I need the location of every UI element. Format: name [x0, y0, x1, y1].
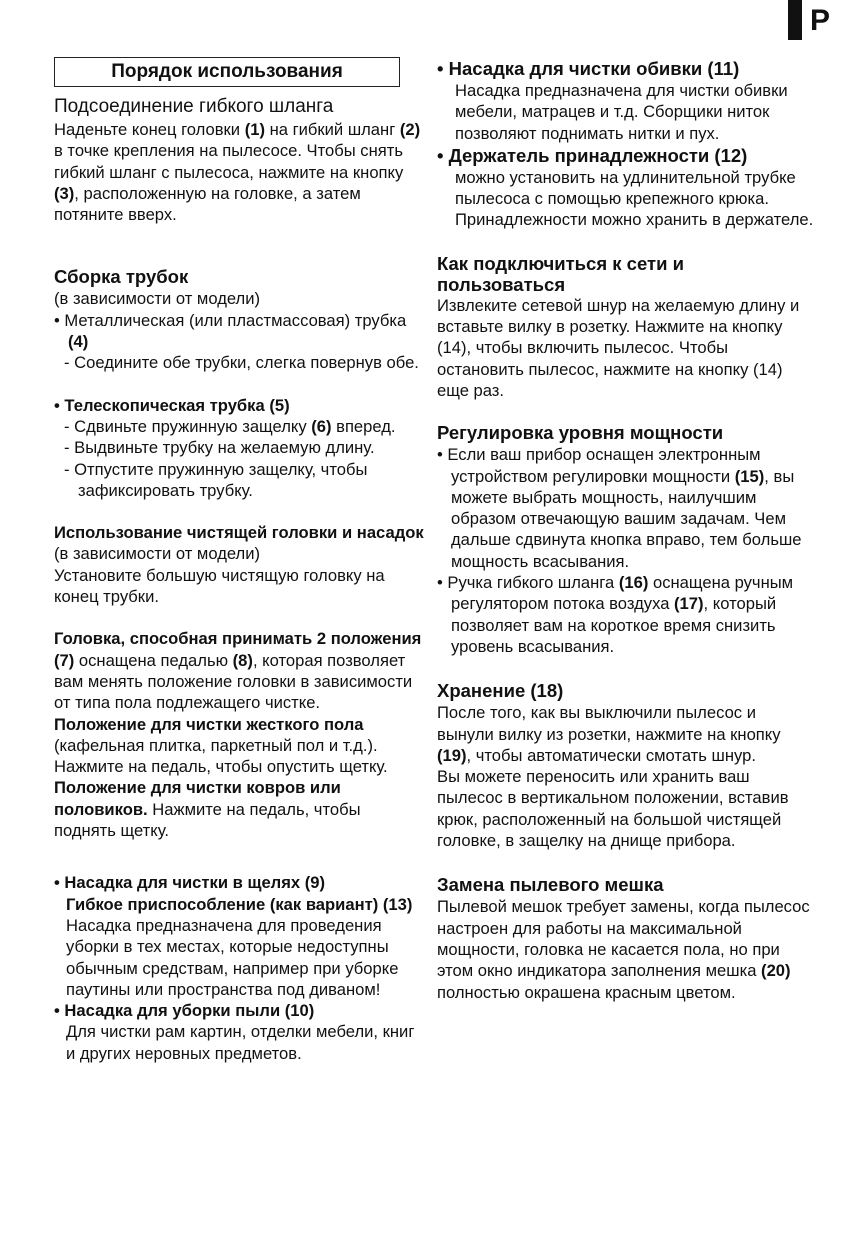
metal-tube-ref: (4) [68, 332, 89, 352]
storage-text-1 [437, 702, 817, 766]
crevice-text: Насадка предназначена для проведения уборки в тех местах, которые недоступны обычным средствам, например при уборке паутины или пространства под диваном! [66, 915, 399, 999]
power-item-2-text-c: , который позволяет вам на короткое время снизить уровень всасывания. [451, 594, 777, 656]
hose-text-run: , расположенную на головке, а затем потяните вверх. [54, 183, 361, 225]
section-title: Порядок использования [54, 57, 400, 87]
bag-text-b: полностью окрашена красным цветом. [437, 982, 736, 1002]
tubes-subtitle: (в зависимости от модели) [54, 289, 261, 309]
telescopic-step-1-text: - Сдвиньте пружинную защелку [64, 416, 312, 436]
head-usage-title-bold: Использование чистящей головки и насадок [54, 523, 424, 543]
telescopic-step-1 [54, 416, 426, 437]
telescopic-step-1-ref: (6) [311, 416, 332, 436]
dust-title: • Насадка для уборки пыли (10) [54, 1001, 315, 1021]
two-position-head [54, 628, 426, 713]
head-usage-text: Установите большую чистящую головку на конец трубки. [54, 565, 385, 607]
holder-title: • Держатель принадлежности (12) [437, 144, 748, 166]
connect-text: Извлеките сетевой шнур на желаемую длину и вставьте вилку в розетку. Нажмите на кнопку (14), чтобы включить пылесос. Чтобы остановить пылесос, нажмите на кнопку (14) еще раз. [437, 295, 800, 400]
hose-text-run: на гибкий шланг [264, 120, 400, 139]
power-item-1-text-a: • Если ваш прибор оснащен электронным устройством регулировки мощности [437, 445, 761, 486]
holder-text: можно установить на удлинительной трубке пылесоса с помощью крепежного крюка. Принадлежности можно хранить в держателе. [455, 167, 814, 230]
power-item-2-ref-2: (17) [674, 594, 704, 614]
storage-ref: (19) [437, 745, 467, 765]
bag-text [437, 896, 817, 1002]
language-letter: P [810, 4, 831, 37]
two-position-ref: (8) [232, 650, 253, 670]
two-position-title: Головка, способная принимать 2 положения (7) [54, 629, 422, 670]
power-item-1-ref: (15) [734, 466, 765, 486]
storage-title: Хранение (18) [437, 680, 564, 702]
carpet-title: Положение для чистки ковров или половиков. [54, 778, 341, 819]
crevice-subtitle: Гибкое приспособление (как вариант) (13) [66, 894, 413, 914]
hose-text-ref: (3) [54, 183, 75, 203]
hose-text [54, 119, 426, 225]
language-tab [788, 0, 850, 42]
hose-title: Подсоединение гибкого шланга [54, 96, 334, 117]
carpet-position [54, 777, 426, 841]
telescopic-step-3: - Отпустите пружинную защелку, чтобы зафиксировать трубку. [64, 459, 368, 500]
power-item-2-text-b: оснащена ручным регулятором потока воздуха [451, 573, 794, 614]
carpet-text: Нажмите на педаль, чтобы поднять щетку. [54, 799, 361, 841]
upholstery-text: Насадка предназначена для чистки обивки мебели, матрацев и т.д. Сборщики ниток позволяют поднимать нитки и пух. [455, 81, 788, 143]
upholstery-title: • Насадка для чистки обивки (11) [437, 58, 740, 79]
bag-text-a: Пылевой мешок требует замены, когда пылесос настроен для работы на максимальной мощности, головка не касается пола, но при этом окно индикатора заполнения мешка [437, 897, 810, 981]
storage-text-2: Вы можете переносить или хранить ваш пылесос в вертикальном положении, вставив крюк, расположенный на большой чистящей головке, в защелку на днище прибора. [437, 767, 789, 851]
power-item-1 [437, 444, 817, 572]
telescopic-step-1-end: вперед. [331, 416, 396, 436]
power-item-2-text-a: • Ручка гибкого шланга [437, 573, 619, 593]
crevice-title: • Насадка для чистки в щелях (9) [54, 873, 326, 893]
hard-floor-title: Положение для чистки жесткого пола [54, 714, 364, 734]
power-title: Регулировка уровня мощности [437, 422, 724, 444]
telescopic-step-2: - Выдвиньте трубку на желаемую длину. [64, 438, 375, 458]
hose-text-run: в точке крепления на пылесосе. Чтобы снять гибкий шланг с пылесоса, нажмите на кнопку [54, 141, 404, 182]
metal-tube-label: • Металлическая (или пластмассовая) трубка [54, 310, 407, 330]
hose-text-ref: (2) [399, 120, 421, 139]
hard-floor-text: (кафельная плитка, паркетный пол и т.д.). Нажмите на педаль, чтобы опустить щетку. [54, 735, 388, 777]
left-column [54, 57, 426, 1064]
bag-title: Замена пылевого мешка [437, 874, 664, 896]
dust-text: Для чистки рам картин, отделки мебели, книг и других неровных предметов. [66, 1022, 415, 1063]
power-item-2 [437, 572, 817, 657]
storage-text-a: После того, как вы выключили пылесос и вынули вилку из розетки, нажмите на кнопку [437, 703, 781, 744]
head-usage-title-rest: (в зависимости от модели) [54, 544, 261, 564]
telescopic-title: • Телескопическая трубка (5) [54, 395, 290, 415]
storage-text-b: , чтобы автоматически смотать шнур. [466, 745, 756, 765]
two-position-mid: оснащена педалью [74, 650, 233, 670]
power-item-2-ref-1: (16) [618, 573, 649, 593]
right-column [437, 57, 817, 1003]
two-position-rest: , которая позволяет вам менять положение головки в зависимости от типа пола подлежащего чистке. [54, 650, 413, 713]
language-tab-bar [788, 0, 802, 40]
power-item-1-text-b: , вы можете выбрать мощность, наилучшим образом отвечающую вашим задачам. Чем дальше сдвинута кнопка вправо, тем больше мощность всасывания. [451, 466, 802, 571]
metal-tube-item [54, 310, 426, 353]
hose-text-ref: (1) [244, 120, 265, 139]
connect-title: Как подключиться к сети и пользоваться [437, 252, 684, 295]
bag-ref: (20) [761, 961, 791, 981]
metal-tube-step: - Соедините обе трубки, слегка повернув обе. [64, 353, 419, 373]
hose-text-run: Наденьте конец головки [54, 120, 245, 139]
tubes-title: Сборка трубок [54, 266, 189, 288]
crevice-body [54, 894, 426, 1000]
head-usage-title [54, 522, 426, 565]
